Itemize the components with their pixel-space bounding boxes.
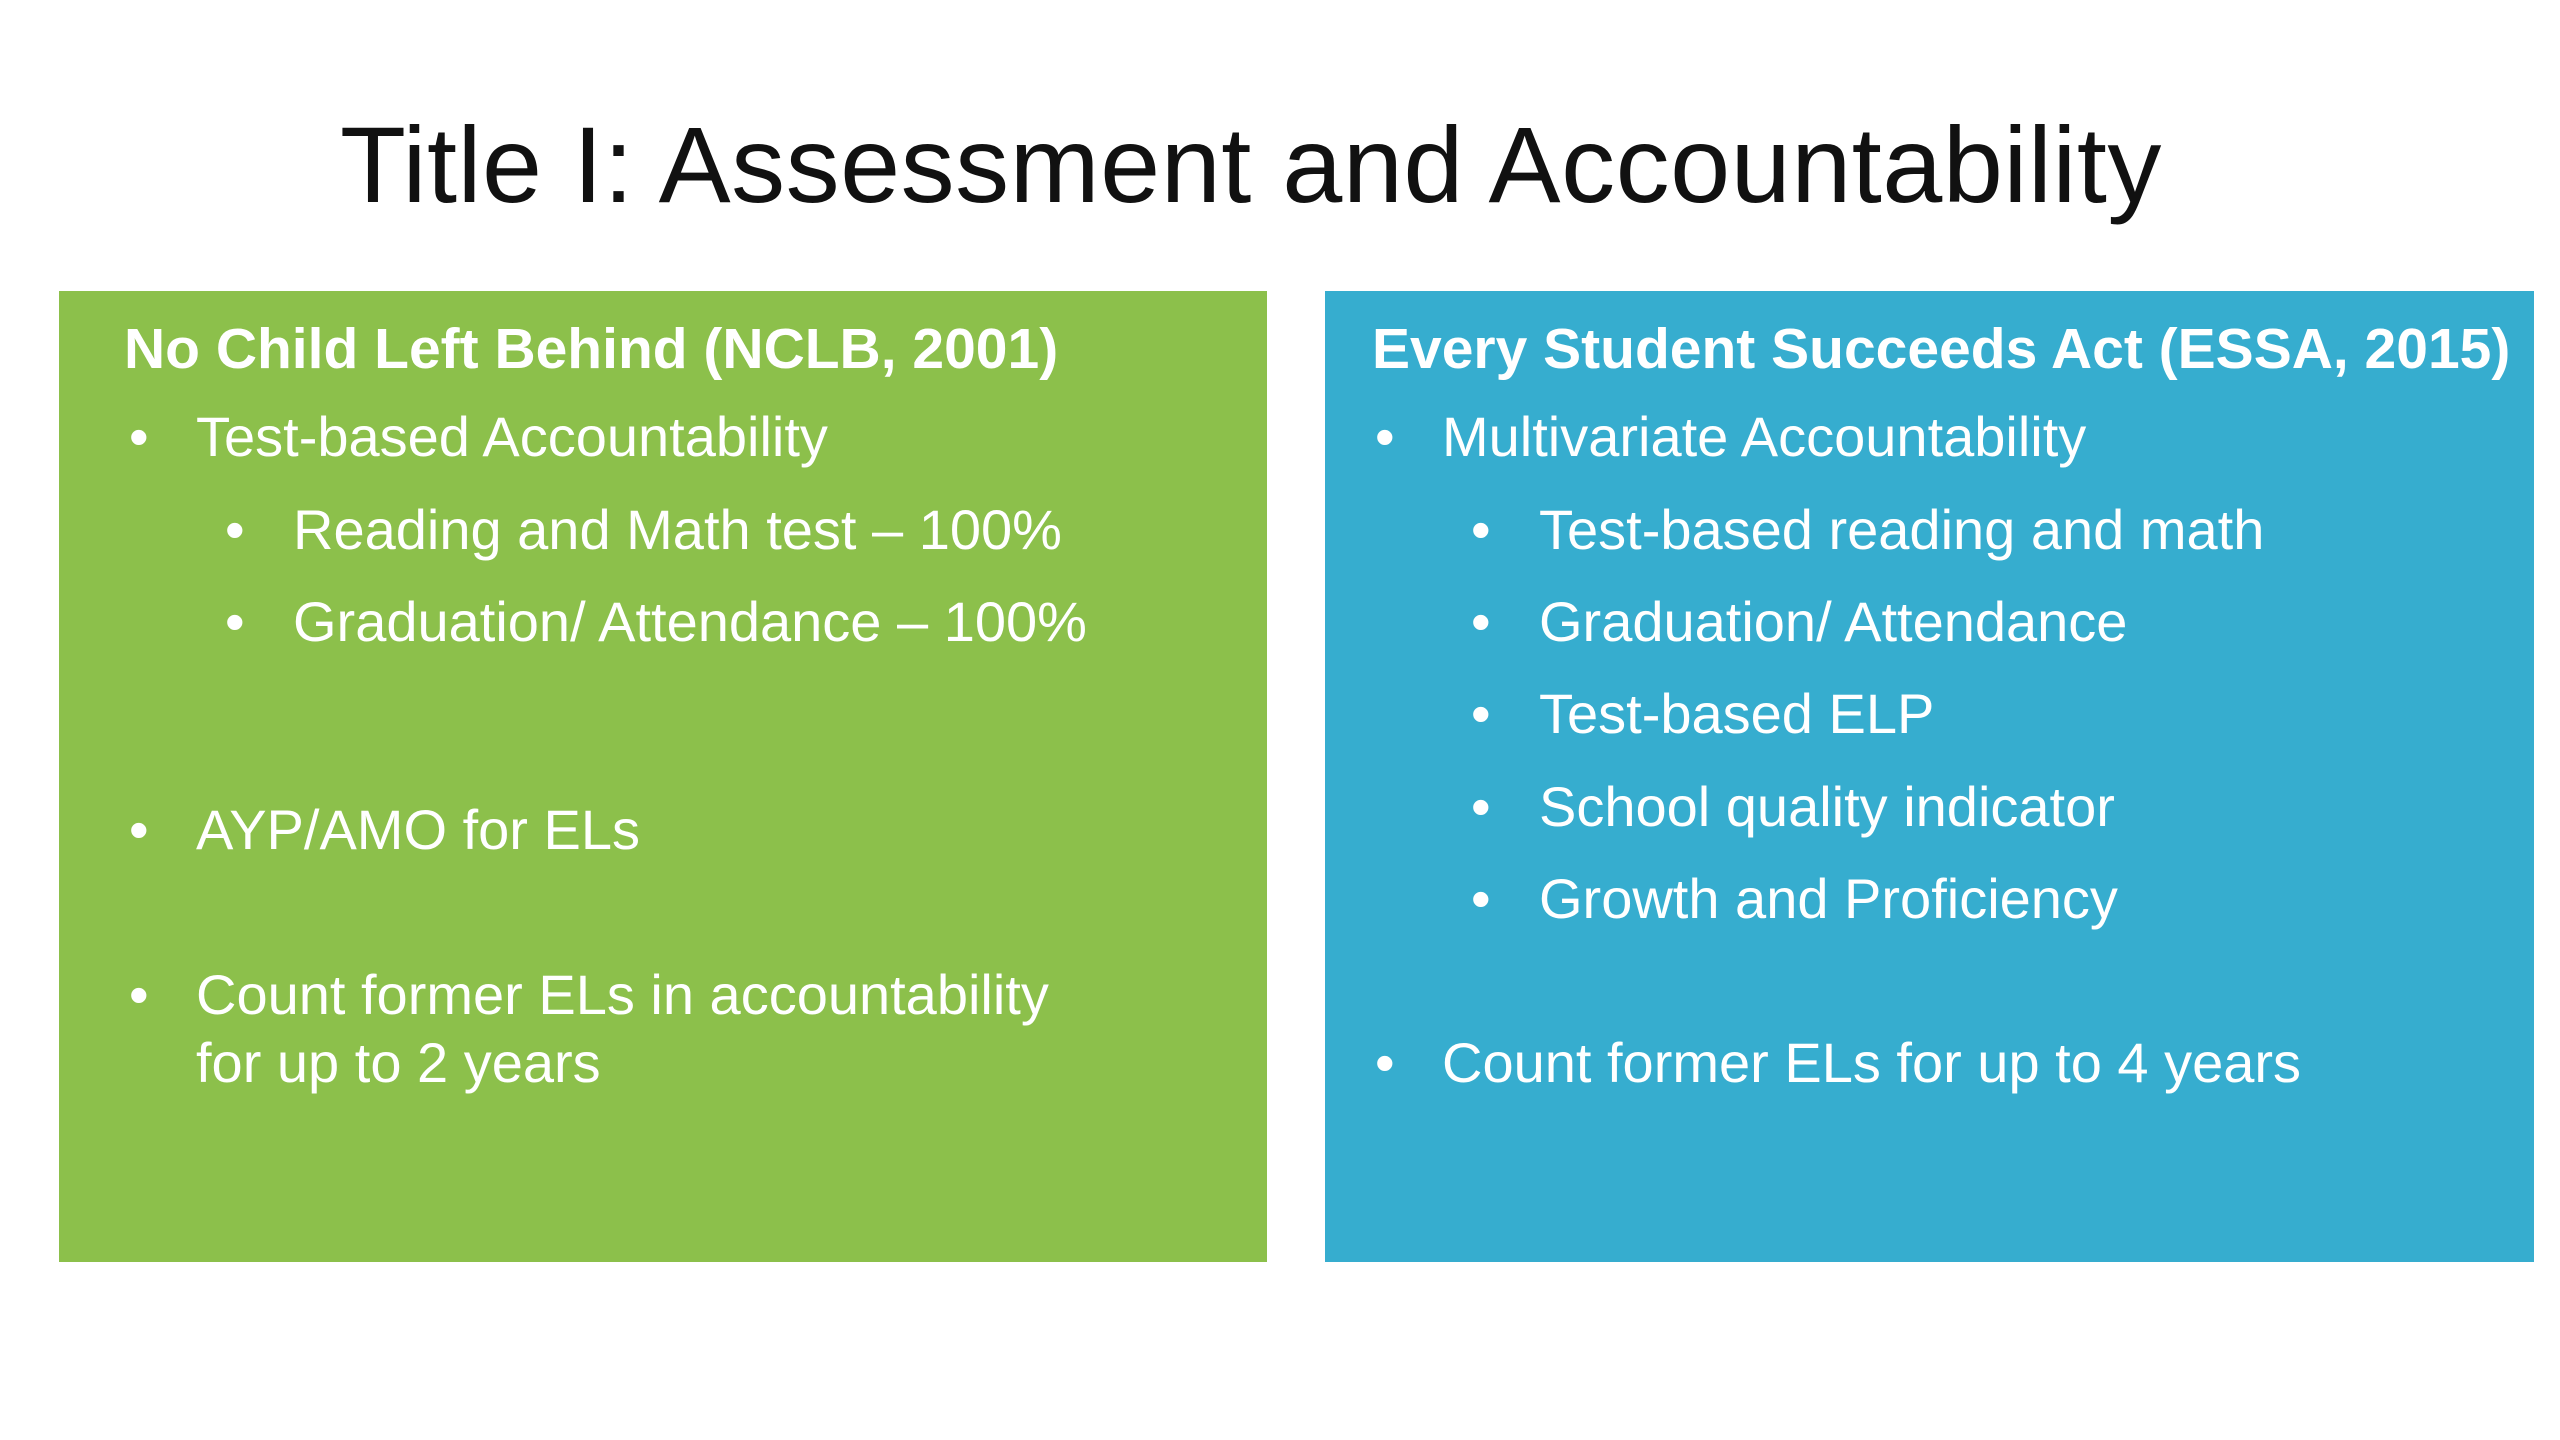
bullet-icon: • xyxy=(129,962,149,1026)
spacer xyxy=(1325,957,2534,1029)
item-text: Graduation/ Attendance xyxy=(1539,590,2128,654)
item-text: Count former ELs in accountability xyxy=(196,962,1049,1026)
bullet-icon: • xyxy=(1375,405,1395,469)
list-item xyxy=(59,496,1267,564)
nclb-panel xyxy=(59,291,1267,1262)
item-text: Count former ELs for up to 4 years xyxy=(1442,1031,2302,1095)
nclb-list xyxy=(59,403,1267,1097)
bullet-icon: • xyxy=(1471,682,1491,746)
nclb-heading: No Child Left Behind (NCLB, 2001) xyxy=(124,317,1059,381)
item-text: Test-based Accountability xyxy=(196,405,828,469)
slide-title: Title I: Assessment and Accountability xyxy=(340,104,2162,225)
list-item xyxy=(1325,865,2534,933)
item-text: Test-based ELP xyxy=(1539,682,1935,746)
bullet-icon: • xyxy=(1375,1031,1395,1095)
bullet-icon: • xyxy=(129,405,149,469)
item-text: School quality indicator xyxy=(1539,774,2115,838)
list-item-continuation xyxy=(59,1029,1267,1097)
list-item xyxy=(59,796,1267,864)
item-text: Multivariate Accountability xyxy=(1442,405,2087,469)
spacer xyxy=(59,889,1267,961)
item-text: Growth and Proficiency xyxy=(1539,866,2118,930)
bullet-icon: • xyxy=(1471,866,1491,930)
list-item xyxy=(59,588,1267,656)
list-item xyxy=(1325,496,2534,564)
item-text: Reading and Math test – 100% xyxy=(293,497,1062,561)
item-text: for up to 2 years xyxy=(196,1030,601,1094)
list-item xyxy=(1325,680,2534,748)
list-item xyxy=(59,403,1267,471)
bullet-icon: • xyxy=(1471,590,1491,654)
bullet-icon: • xyxy=(225,590,245,654)
list-item xyxy=(1325,588,2534,656)
bullet-icon: • xyxy=(129,798,149,862)
spacer xyxy=(59,680,1267,796)
bullet-icon: • xyxy=(225,497,245,561)
bullet-icon: • xyxy=(1471,497,1491,561)
list-item xyxy=(59,961,1267,1029)
bullet-icon: • xyxy=(1471,774,1491,838)
list-item xyxy=(1325,1029,2534,1097)
essa-heading: Every Student Succeeds Act (ESSA, 2015) xyxy=(1372,317,2511,381)
list-item xyxy=(1325,773,2534,841)
item-text: Test-based reading and math xyxy=(1539,497,2265,561)
list-item xyxy=(1325,403,2534,471)
essa-list xyxy=(1325,403,2534,1097)
essa-panel xyxy=(1325,291,2534,1262)
item-text: AYP/AMO for ELs xyxy=(196,798,640,862)
item-text: Graduation/ Attendance – 100% xyxy=(293,590,1087,654)
